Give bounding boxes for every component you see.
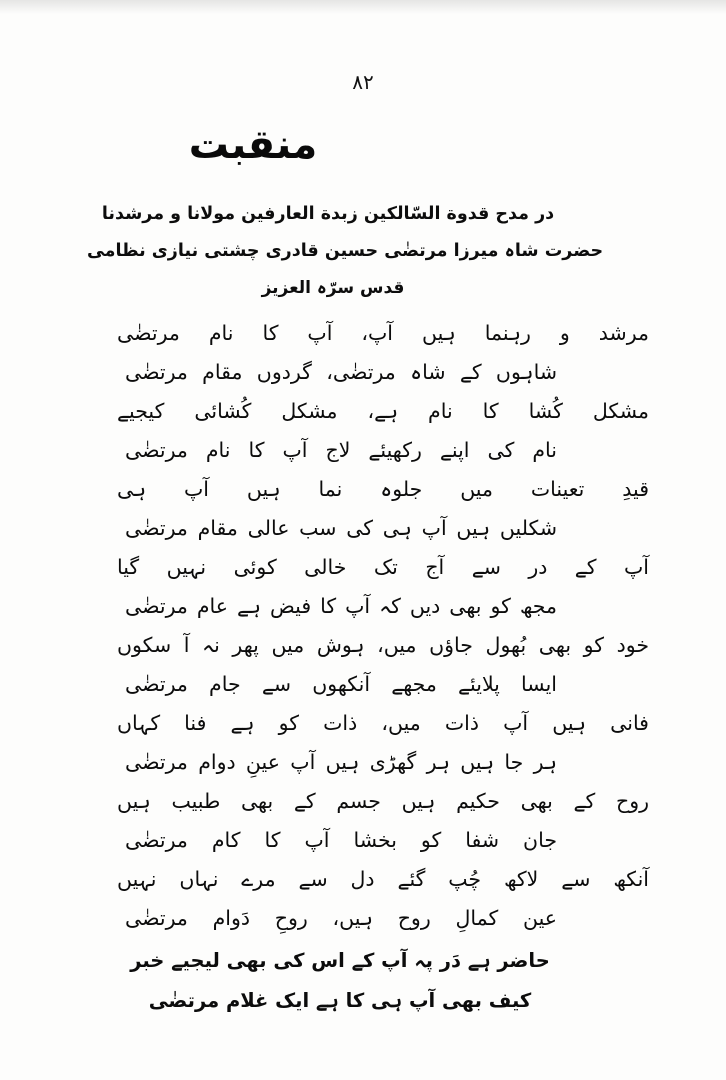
verse-line-11: فانی ہیں آپ ذات میں، ذات کو ہے فنا کہاں [117, 711, 649, 735]
verse-line-9: خود کو بھی بُھول جاؤں میں، ہوش میں پھر نہ آ سکوں [117, 633, 649, 657]
poem-title-wrap [0, 122, 671, 168]
verse-line-15: آنکھ سے لاکھ چُپ گئے دل سے مرے نہاں نہیں [117, 867, 649, 891]
verse-line-16: عین کمالِ روح ہیں، روحِ دَوام مرتضٰی [125, 906, 557, 930]
dedication-line-2: حضرت شاہ میرزا مرتضٰی حسین قادری چشتی نیازی نظامی [86, 241, 604, 261]
verse-line-8: مجھ کو بھی دیں کہ آپ کا فیض ہے عام مرتضٰی [125, 594, 557, 618]
dedication-block [0, 196, 726, 307]
verse-line-3: مشکل کُشا کا نام ہے، مشکل کُشائی کیجیے [117, 399, 649, 423]
verse-line-18: کیف بھی آپ ہی کا ہے ایک غلام مرتضٰی [148, 989, 532, 1012]
verse-line-12: ہر جا ہیں ہر گھڑی ہیں آپ عینِ دوام مرتضٰی [125, 750, 557, 774]
scan-shadow-top [0, 0, 726, 14]
verse-line-7: آپ کے در سے آج تک خالی کوئی نہیں گیا [117, 555, 649, 579]
verse-line-4: نام کی اپنے رکھیئے لاج آپ کا نام مرتضٰی [125, 438, 557, 462]
page-number: ۸۲ [352, 70, 374, 94]
poem-title: منقبت [188, 122, 318, 168]
verse-line-2: شاہوں کے شاہ مرتضٰی، گردوں مقام مرتضٰی [125, 360, 557, 384]
verse-line-5: قیدِ تعینات میں جلوہ نما ہیں آپ ہی [117, 477, 649, 501]
verse-line-1: مرشد و رہنما ہیں آپ، آپ کا نام مرتضٰی [117, 321, 649, 345]
verse-line-10: ایسا پلایئے مجھے آنکھوں سے جام مرتضٰی [125, 672, 557, 696]
verse-line-6: شکلیں ہیں آپ ہی کی سب عالی مقام مرتضٰی [125, 516, 557, 540]
verse-line-17: حاضر ہے دَر پہ آپ کے اس کی بھی لیجیے خبر [130, 949, 550, 972]
poem-body [95, 318, 655, 1022]
dedication-line-1: در مدح قدوة السّالکین زبدة العارفین مولانا و مرشدنا [101, 204, 555, 224]
dedication-line-3: قدس سرّہ العزیز [261, 278, 405, 298]
verse-line-13: روح کے بھی حکیم ہیں جسم کے بھی طبیب ہیں [117, 789, 649, 813]
verse-line-14: جان شفا کو بخشا آپ کا کام مرتضٰی [125, 828, 557, 852]
